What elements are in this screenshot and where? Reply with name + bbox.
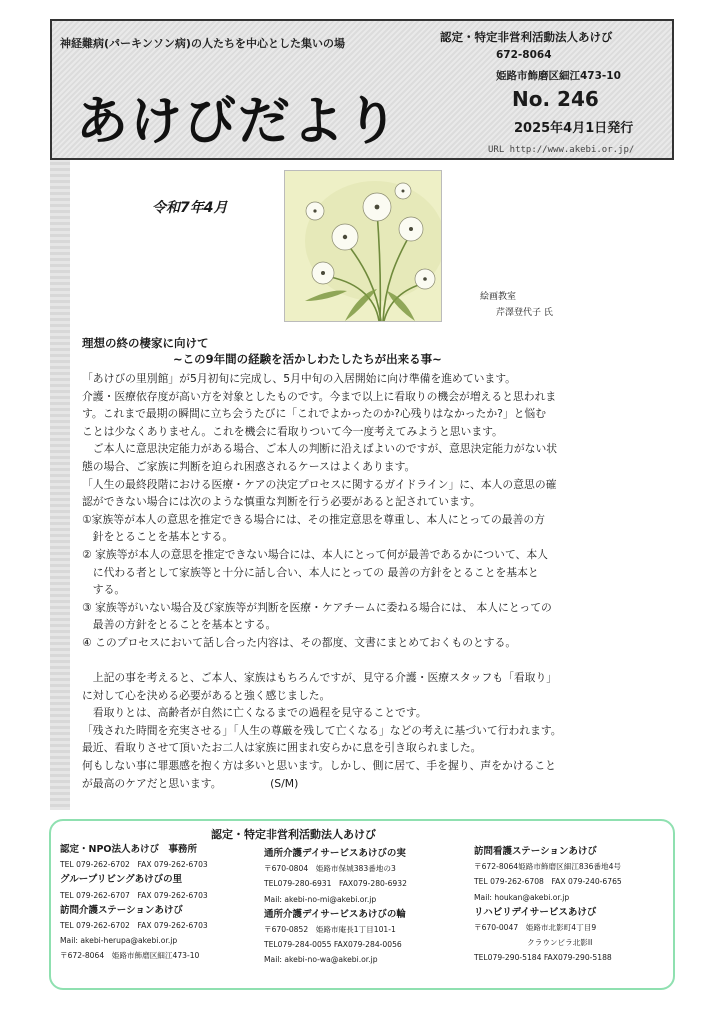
article-title: 理想の終の棲家に向けて [82,336,209,350]
office-phone: TEL079-284-0055 FAX079-284-0056 [264,940,402,950]
organization-address: 姫路市飾磨区細江473-10 [496,70,621,82]
article-line: に対して心を決める必要があると強く感じました。 [82,688,331,702]
article-subtitle: ~この9年間の経験を活かしわたしたちが出来る事~ [173,352,442,366]
website-url[interactable]: URL http://www.akebi.or.jp/ [488,145,635,155]
article-line: 介護・医療依存度が高い方を対象としたものです。今まで以上に看取りの機会が増えると思われま [82,389,557,403]
office-address: 〒672-8064 姫路市飾磨区細江473-10 [60,951,200,961]
office-name: グループリビングあけびの里 [60,874,183,886]
article-line: 認ができない場合には次のような慎重な判断を行う必要があると記されています。 [82,495,481,509]
office-address: 〒672-8064姫路市飾磨区細江836番地4号 [474,862,622,872]
postal-code: 672-8064 [496,49,552,61]
office-name: リハビリデイサービスあけび [474,906,597,918]
footer-title: 認定・特定非営利活動法人あけび [211,828,376,841]
office-name: 訪問看護ステーションあけび [474,846,597,857]
article-body [82,370,680,792]
article-line: 上記の事を考えると、ご本人、家族はもちろんですが、見守る介護・医療スタッフも「看取り」 [82,671,558,685]
dandelion-painting [284,170,442,322]
artist-name: 芹澤登代子 氏 [496,308,553,318]
article-line [82,652,680,670]
article-line: 針をとることを基本とする。 [82,530,234,544]
issue-date: 2025年4月1日発行 [514,121,634,136]
office-phone: TEL079-290-5184 FAX079-290-5188 [474,953,612,963]
article-line: ①家族等が本人の意思を推定できる場合には、その推定意思を尊重し、本人にとっての最善の方 [82,512,545,526]
office-email[interactable]: Mail: akebi-herupa@akebi.or.jp [60,936,178,946]
contact-column-1 [60,842,208,964]
office-phone: TEL 079-262-6707 FAX 079-262-6703 [60,890,208,900]
article-line: 最近、看取りさせて頂いたお二人は家族に囲まれ安らかに息を引き取られました。 [82,741,482,755]
header-tagline: 神経難病(パーキンソン病)の人たちを中心とした集いの場 [60,37,345,50]
article-line: 何もしない事に罪悪感を抱く方は多いと思います。しかし、側に居て、手を握り、声をかけること [82,759,556,773]
article-line: ③ 家族等がいない場合及び家族等が判断を医療・ケアチームに委ねる場合には、 本人にとっての [82,600,552,614]
office-name: 訪問介護ステーションあけび [60,904,183,916]
office-phone: TEL 079-262-6708 FAX 079-240-6765 [474,877,622,887]
article-line: ご本人に意思決定能力がある場合、ご本人の判断に沿えばよいのですが、意思決定能力がない状 [82,442,558,456]
office-address: 〒670-0804 姫路市保城383番地の3 [264,864,396,874]
office-email[interactable]: Mail: houkan@akebi.or.jp [474,892,570,902]
decorative-side-strip [50,160,70,810]
office-email[interactable]: Mail: akebi-no-wa@akebi.or.jp [264,955,378,965]
article-line: ② 家族等が本人の意思を推定できない場合には、本人にとって何が最善であるかについて、本人 [82,547,548,561]
office-name: 通所介護デイサービスあけびの実 [264,848,406,859]
article-line: す。これまで最期の瞬間に立ち会うたびに「これでよかったのか?心残りはなかったか?」と悩む [82,407,547,421]
art-class-label: 絵画教室 [480,292,517,302]
organization-name: 認定・特定非営利活動法人あけび [440,30,613,44]
newsletter-header [50,19,674,160]
article-line: 看取りとは、高齢者が自然に亡くなるまでの過程を見守ることです。 [82,706,427,720]
article-line: 「残された時間を充実させる」「人生の尊厳を残して亡くなる」などの考えに基づいて行われます。 [82,723,562,737]
article-line: する。 [82,583,126,597]
office-name: 通所介護デイサービスあけびの輪 [264,908,406,920]
office-name: 認定・NPO法人あけび 事務所 [60,844,197,855]
issue-month: 令和7年4月 [152,200,228,216]
office-address: クラウンビラ北影II [474,938,593,948]
office-email[interactable]: Mail: akebi-no-mi@akebi.or.jp [264,894,377,904]
office-address: 〒670-0852 姫路市庵長1丁目101-1 [264,925,396,935]
issue-number: No. 246 [512,87,599,111]
contact-column-2 [264,846,407,968]
article-line: が最高のケアだと思います。 (S/M) [82,776,299,790]
article-line: 「あけびの里別館」が5月初旬に完成し、5月中旬の入居開始に向け準備を進めています。 [82,372,516,385]
article-line: に代わる者として家族等と十分に話し合い、本人にとっての 最善の方針をとることを基本と [82,565,539,579]
article-line: ④ このプロセスにおいて話し合った内容は、その都度、文書にまとめておくものとする。 [82,635,517,649]
newsletter-title: あけびだより [76,92,401,152]
office-address: 〒670-0047 姫路市北影町4丁目9 [474,923,597,933]
office-phone: TEL079-280-6931 FAX079-280-6932 [264,879,407,889]
office-phone: TEL 079-262-6702 FAX 079-262-6703 [60,860,208,870]
article-line: 「人生の最終段階における医療・ケアの決定プロセスに関するガイドライン」に、本人の意思の確 [82,477,557,491]
painting-svg [285,171,442,322]
article-line: ことは少なくありません。これを機会に看取りついて今一度考えてみようと思います。 [82,424,503,438]
office-phone: TEL 079-262-6702 FAX 079-262-6703 [60,921,208,931]
article-line: 態の場合、ご家族に判断を迫られ困惑されるケースはよくあります。 [82,459,416,473]
contact-column-3 [474,844,622,966]
article-line: 最善の方針をとることを基本とする。 [82,618,277,632]
